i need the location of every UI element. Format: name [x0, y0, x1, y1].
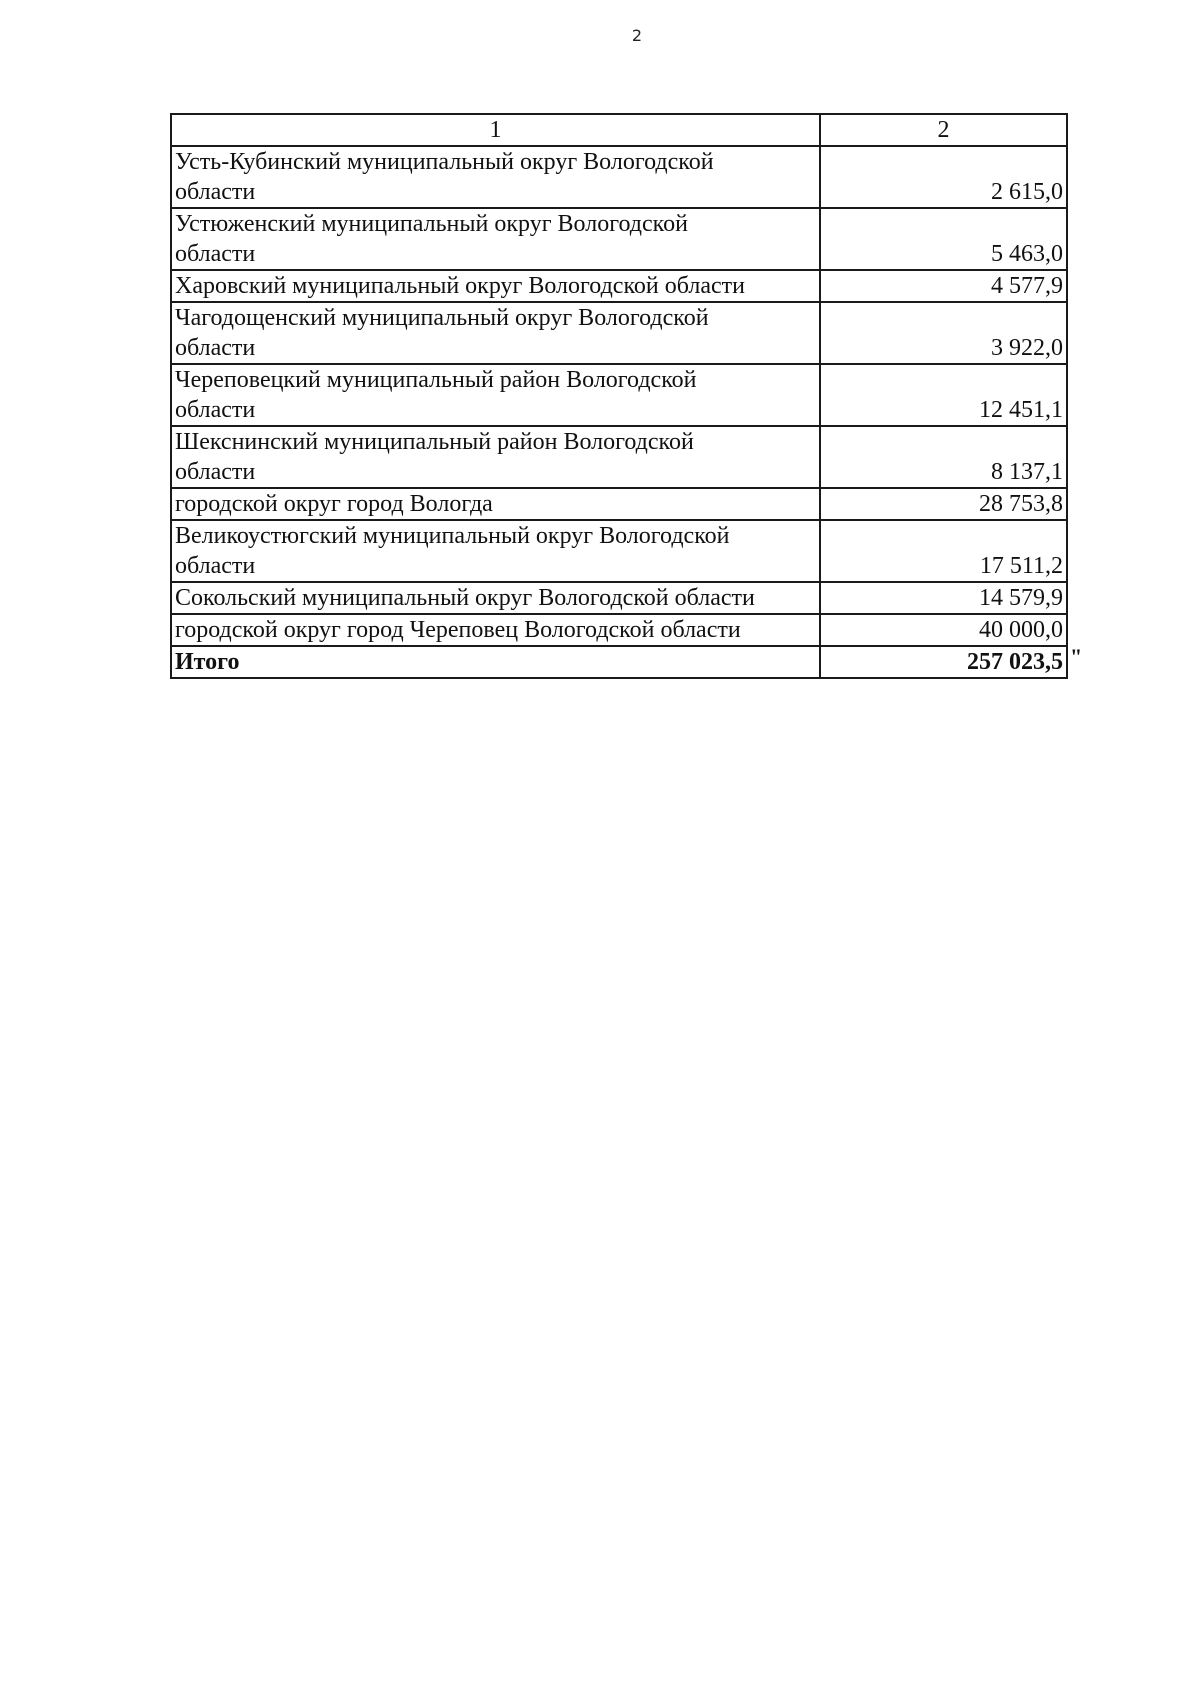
- column-header-1: 1: [171, 114, 820, 146]
- table-row: [171, 582, 1067, 614]
- table-row: [171, 270, 1067, 302]
- region-name-line: городской округ город Череповец Вологодской области: [175, 617, 741, 643]
- region-name-line: области: [175, 335, 256, 361]
- table-row: [171, 520, 1067, 582]
- table-row: [171, 208, 1067, 270]
- region-name-line: Череповецкий муниципальный район Вологодской: [175, 367, 697, 393]
- region-name-line: Харовский муниципальный округ Вологодской области: [175, 273, 745, 299]
- region-name-line: Великоустюгский муниципальный округ Вологодской: [175, 523, 730, 549]
- amount-cell: 4 577,9: [820, 270, 1067, 302]
- total-row: [171, 646, 1067, 678]
- amount-cell: 12 451,1: [820, 364, 1067, 426]
- table-row: [171, 488, 1067, 520]
- amount-cell: 5 463,0: [820, 208, 1067, 270]
- region-name-cell: [171, 208, 820, 270]
- region-name-cell: [171, 488, 820, 520]
- region-name-cell: [171, 520, 820, 582]
- table-row: [171, 426, 1067, 488]
- region-name-line: области: [175, 179, 256, 205]
- region-name-line: Устюженский муниципальный округ Вологодской: [175, 211, 688, 237]
- amount-cell: 40 000,0: [820, 614, 1067, 646]
- region-name-cell: [171, 302, 820, 364]
- table-row: [171, 302, 1067, 364]
- amount-cell: 17 511,2: [820, 520, 1067, 582]
- table-row: [171, 364, 1067, 426]
- amount-cell: 8 137,1: [820, 426, 1067, 488]
- budget-table: [170, 113, 1068, 679]
- region-name-line: области: [175, 397, 256, 423]
- region-name-cell: [171, 426, 820, 488]
- region-name-line: Чагодощенский муниципальный округ Вологодской: [175, 305, 709, 331]
- total-label: Итого: [171, 646, 820, 678]
- region-name-line: городской округ город Вологда: [175, 491, 493, 517]
- region-name-line: Усть-Кубинский муниципальный округ Вологодской: [175, 149, 714, 175]
- table-row: [171, 614, 1067, 646]
- total-value: 257 023,5: [820, 646, 1067, 678]
- closing-quote: ": [1070, 644, 1083, 669]
- table-header-row: [171, 114, 1067, 146]
- amount-cell: 28 753,8: [820, 488, 1067, 520]
- region-name-cell: [171, 146, 820, 208]
- region-name-cell: [171, 270, 820, 302]
- region-name-cell: [171, 364, 820, 426]
- amount-cell: 2 615,0: [820, 146, 1067, 208]
- column-header-2: 2: [820, 114, 1067, 146]
- region-name-line: области: [175, 553, 256, 579]
- region-name-line: Сокольский муниципальный округ Вологодской области: [175, 585, 755, 611]
- region-name-cell: [171, 614, 820, 646]
- amount-cell: 14 579,9: [820, 582, 1067, 614]
- amount-cell: 3 922,0: [820, 302, 1067, 364]
- table-body: [171, 114, 1067, 678]
- table-row: [171, 146, 1067, 208]
- region-name-cell: [171, 582, 820, 614]
- region-name-line: области: [175, 459, 256, 485]
- region-name-line: Шекснинский муниципальный район Вологодской: [175, 429, 694, 455]
- region-name-line: области: [175, 241, 256, 267]
- page-number: 2: [631, 26, 643, 45]
